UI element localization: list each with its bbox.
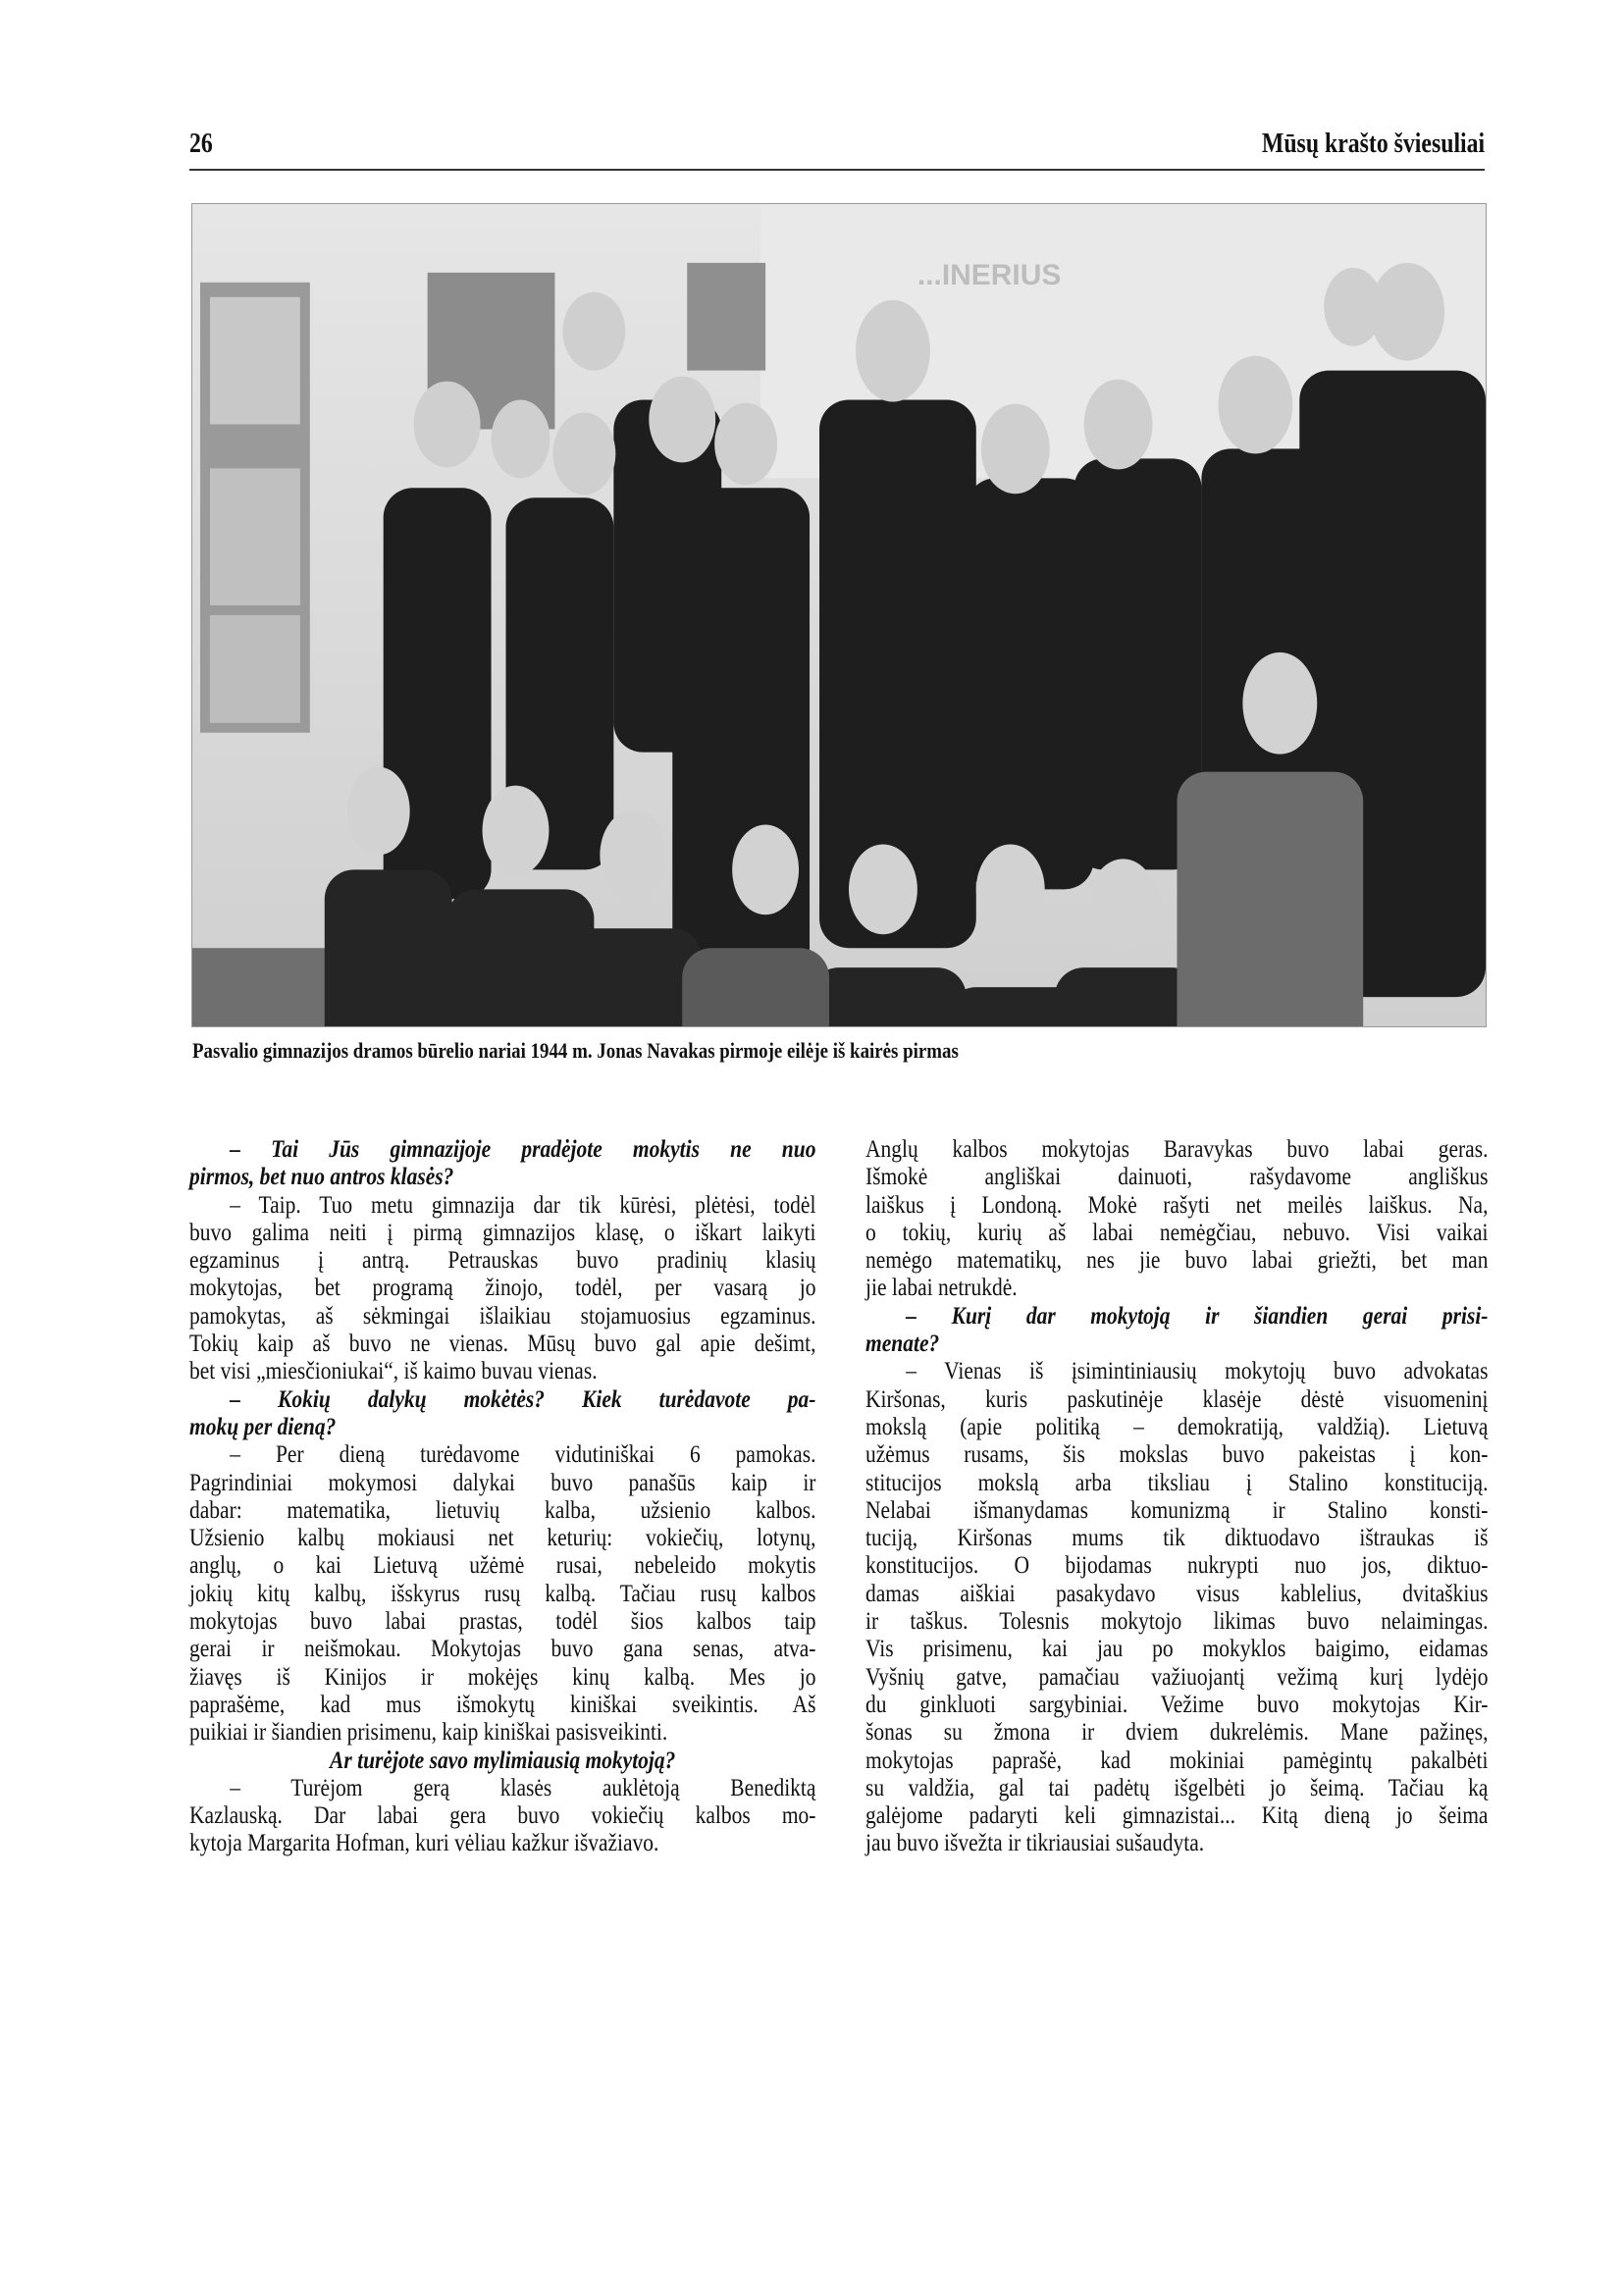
interview-question-line: Ar turėjote savo mylimiausią mokytoją? [330, 1747, 676, 1774]
interview-answer-line: puikiai ir šiandien prisimenu, kaip kiniškai pasisveikinti. [189, 1719, 668, 1747]
interview-answer-line: jie labai netrukdė. [865, 1275, 1018, 1302]
interview-answer-line: – Taip. Tuo metu gimnazija dar tik kūrėsi, plėtėsi, todėl [230, 1191, 816, 1219]
interview-answer-line: su valdžia, gal tai padėtų išgelbėti jo šeimą. Tačiau ką [865, 1774, 1489, 1801]
interview-answer-line: dabar: matematika, lietuvių kalba, užsienio kalbos. [189, 1496, 816, 1524]
interview-question-line: menate? [865, 1330, 940, 1358]
interview-answer-line: žiavęs iš Kinijos ir mokėjęs kinų kalbą. Mes jo [189, 1663, 816, 1691]
page-number: 26 [189, 128, 213, 159]
svg-text:...INERIUS: ...INERIUS [917, 258, 1062, 291]
interview-question-line: pirmos, bet nuo antros klasės? [189, 1164, 454, 1191]
interview-answer-line: Vyšnių gatve, pamačiau važiuojantį vežimą kurį lydėjo [865, 1663, 1489, 1691]
interview-answer-line: egzaminus į antrą. Petrauskas buvo pradinių klasių [189, 1247, 816, 1275]
interview-answer-line: Vis prisimenu, kai jau po mokyklos baigimo, eidamas [865, 1636, 1489, 1663]
interview-question-line: – Kurį dar mokytoją ir šiandien gerai prisi- [906, 1302, 1489, 1330]
interview-answer-line: Anglų kalbos mokytojas Baravykas buvo labai geras. [865, 1136, 1489, 1163]
interview-answer-line: mokslą (apie politiką – demokratiją, valdžią). Lietuvą [865, 1413, 1489, 1440]
interview-answer-line: ir taškus. Tolesnis mokytojo likimas buvo nelaimingas. [865, 1608, 1489, 1636]
interview-answer-line: šonas su žmona ir dviem dukrelėmis. Mane pažinęs, [865, 1719, 1489, 1747]
interview-answer-line: stitucijos mokslą arba tiksliau į Stalino konstituciją. [865, 1469, 1489, 1496]
interview-question-line: mokų per dieną? [189, 1413, 337, 1440]
interview-question-line: – Tai Jūs gimnazijoje pradėjote mokytis ne nuo [230, 1136, 816, 1163]
interview-answer-line: Nelabai išmanydamas komunizmą ir Stalino konsti- [865, 1496, 1489, 1524]
interview-answer-line: nemėgo matematikų, nes jie buvo labai griežti, bet man [865, 1247, 1489, 1275]
interview-answer-line: mokytojas paprašė, kad mokiniai pamėgintų pakalbėti [865, 1747, 1489, 1774]
interview-answer-line: tuciją, Kiršonas mums tik diktuodavo ištraukas iš [865, 1525, 1489, 1552]
interview-answer-line: Pagrindiniai mokymosi dalykai buvo panašūs kaip ir [189, 1469, 816, 1496]
interview-answer-line: užėmus rusams, šis mokslas buvo pakeistas į kon- [865, 1441, 1489, 1469]
interview-answer-line: o tokių, kurių aš labai nemėgčiau, nebuvo. Visi vaikai [865, 1219, 1489, 1246]
interview-answer-line: Kazlauską. Dar labai gera buvo vokiečių kalbos mo- [189, 1802, 816, 1830]
interview-question-line: – Kokių dalykų mokėtės? Kiek turėdavote pa- [230, 1385, 816, 1413]
interview-answer-line: bet visi „miesčioniukai“, iš kaimo buvau vienas. [189, 1358, 598, 1385]
photo-caption: Pasvalio gimnazijos dramos būrelio nariai 1944 m. Jonas Navakas pirmoje eilėje iš kairės pirmas [192, 1038, 959, 1063]
interview-answer-line: du ginkluoti sargybiniai. Vežime buvo mokytojas Kir- [865, 1691, 1489, 1718]
interview-answer-line: jau buvo išvežta ir tikriausiai sušaudyta. [865, 1830, 1205, 1857]
interview-answer-line: gerai ir neišmokau. Mokytojas buvo gana senas, atva- [189, 1636, 816, 1663]
interview-answer-line: Tokių kaip aš buvo ne vienas. Mūsų buvo gal apie dešimt, [189, 1330, 816, 1358]
interview-answer-line: Kiršonas, kuris paskutinėje klasėje dėstė visuomeninį [865, 1385, 1489, 1413]
running-title: Mūsų krašto šviesuliai [1261, 128, 1485, 159]
interview-answer-line: mokytojas buvo labai prastas, todėl šios kalbos taip [189, 1608, 816, 1636]
interview-answer-line: anglų, o kai Lietuvą užėmė rusai, nebeleido mokytis [189, 1552, 816, 1580]
interview-answer-line: damas aiškiai pasakydavo visus kablelius, dvitaškius [865, 1580, 1489, 1607]
interview-answer-line: mokytojas, bet programą žinojo, todėl, per vasarą jo [189, 1275, 816, 1302]
interview-answer-line: kytoja Margarita Hofman, kuri vėliau kažkur išvažiavo. [189, 1830, 659, 1857]
right-column [865, 1136, 1490, 1858]
interview-answer-line: konstitucijos. O bijodamas nukrypti nuo jos, diktuo- [865, 1552, 1489, 1580]
interview-answer-line: – Per dieną turėdavome vidutiniškai 6 pamokas. [230, 1441, 816, 1469]
interview-answer-line: – Vienas iš įsimintiniausių mokytojų buvo advokatas [906, 1358, 1489, 1385]
interview-answer-line: buvo galima neiti į pirmą gimnazijos klasę, o iškart laikyti [189, 1219, 816, 1246]
interview-answer-line: – Turėjom gerą klasės auklėtoją Benediktą [230, 1774, 816, 1801]
interview-answer-line: laiškus į Londoną. Mokė rašyti net meilės laiškus. Na, [865, 1191, 1489, 1219]
left-column [189, 1136, 817, 1858]
interview-answer-line: jokių kitų kalbų, išskyrus rusų kalbą. Tačiau rusų kalbos [189, 1580, 816, 1607]
interview-answer-line: Užsienio kalbų mokiausi net keturių: vokiečių, lotynų, [189, 1525, 816, 1552]
page-header [189, 126, 1485, 171]
interview-answer-line: Išmokė angliškai dainuoti, rašydavome angliškus [865, 1164, 1489, 1191]
interview-answer-line: pamokytas, aš sėkmingai išlaikiau stojamuosius egzaminus. [189, 1302, 816, 1330]
group-photo [191, 203, 1487, 1027]
photo-image [192, 204, 1486, 1026]
interview-answer-line: galėjome padaryti keli gimnazistai... Kitą dieną jo šeima [865, 1802, 1489, 1830]
interview-answer-line: paprašėme, kad mus išmokytų kiniškai sveikintis. Aš [189, 1691, 816, 1718]
